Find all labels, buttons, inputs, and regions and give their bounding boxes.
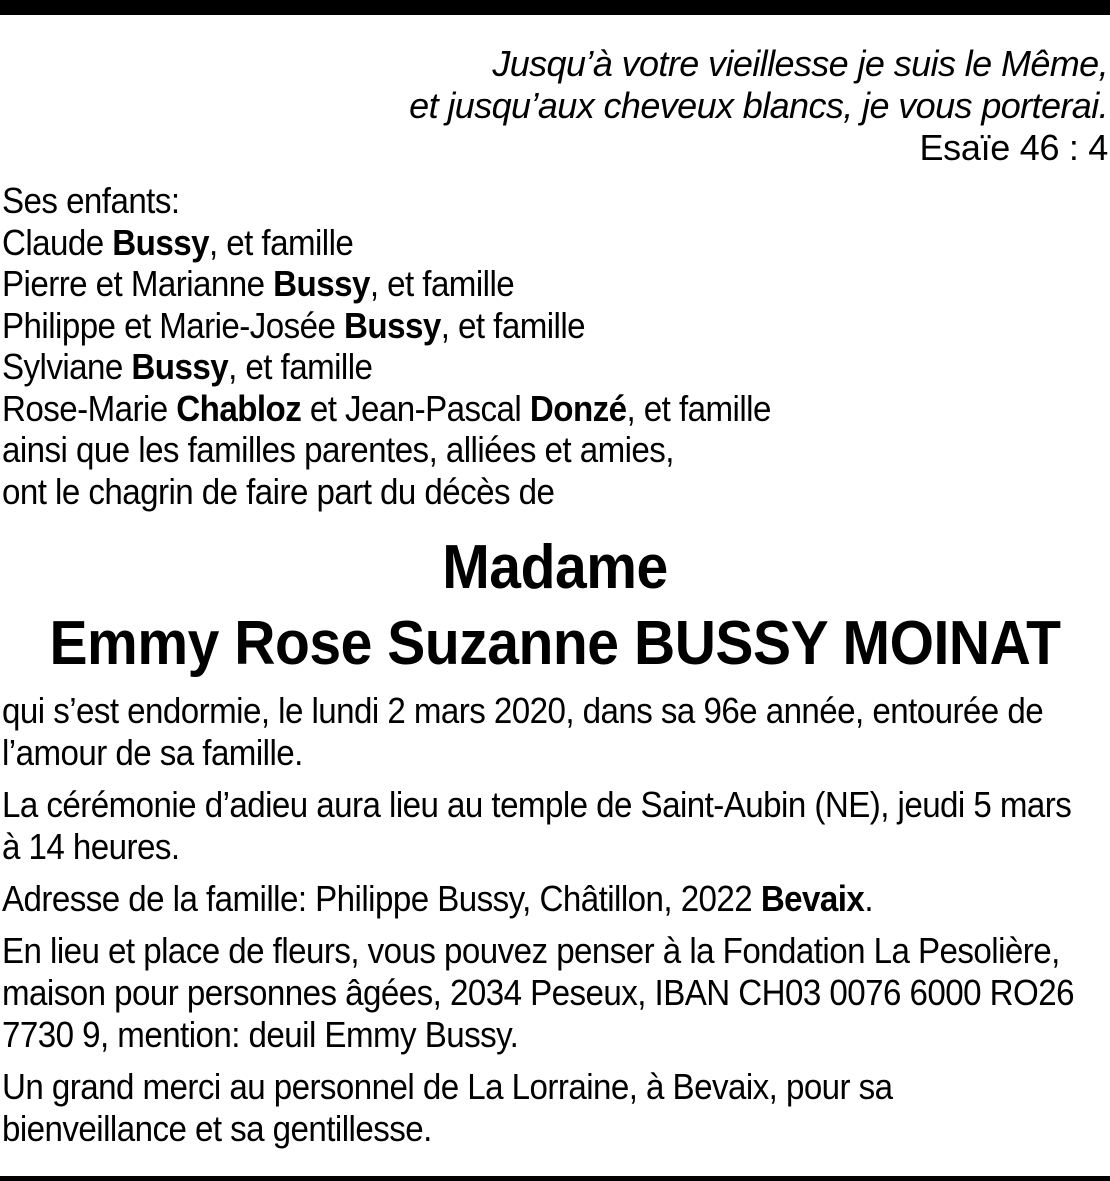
member-middle: et Jean-Pascal	[301, 387, 530, 429]
member-given: Sylviane	[2, 346, 132, 387]
member-surname: Bussy	[112, 221, 209, 263]
family-closing-2: ont le chagrin de faire part du décès de	[2, 470, 555, 512]
address-town: Bevaix	[760, 878, 865, 919]
family-member	[2, 346, 771, 388]
epigraph-reference: Esaïe 46 : 4	[919, 127, 1108, 168]
deceased-full-name: Emmy Rose Suzanne BUSSY MOINAT	[49, 609, 1061, 678]
member-suffix: , et famille	[626, 387, 771, 429]
ceremony-paragraph: La cérémonie d’adieu aura lieu au temple de Saint-Aubin (NE), jeudi 5 mars à 14 heures.	[2, 784, 1072, 867]
member-suffix: , et famille	[228, 346, 373, 387]
member-surname: Bussy	[344, 304, 441, 346]
member-surname: Bussy	[131, 346, 229, 387]
passing-paragraph: qui s’est endormie, le lundi 2 mars 2020, dans sa 96e année, entourée de l’amour de sa famille.	[2, 690, 1044, 773]
bottom-rule	[0, 1176, 1110, 1181]
member-given: Philippe et Marie-Josée	[2, 304, 345, 346]
family-member	[2, 305, 771, 347]
member-surname-2: Donzé	[529, 387, 627, 429]
family-list	[2, 180, 771, 512]
member-surname: Bussy	[273, 263, 370, 304]
member-suffix: , et famille	[369, 263, 515, 304]
deceased-title: Madame	[442, 533, 668, 602]
family-member	[2, 388, 771, 430]
thanks-paragraph: Un grand merci au personnel de La Lorraine, à Bevaix, pour sa bienveillance et sa gentillesse.	[2, 1066, 893, 1149]
announcement-details	[2, 690, 1078, 1160]
epigraph-line-1: Jusqu’à votre vieillesse je suis le Même,	[492, 43, 1108, 84]
address-text: Adresse de la famille: Philippe Bussy, Châtillon, 2022	[2, 878, 761, 919]
family-member	[2, 263, 771, 305]
deceased-name-block	[0, 530, 1110, 682]
family-heading: Ses enfants:	[2, 180, 180, 221]
top-rule	[0, 0, 1110, 15]
member-suffix: , et famille	[208, 221, 354, 263]
family-member	[2, 222, 771, 264]
family-closing-1: ainsi que les familles parentes, alliées et amies,	[2, 429, 674, 470]
member-given: Pierre et Marianne	[2, 263, 274, 304]
donation-paragraph: En lieu et place de fleurs, vous pouvez penser à la Fondation La Pesolière, maison pour personnes âgées, 2034 Peseux, IBAN CH03 0076 6000 RO26 7730 9, mention: deuil Emmy Bussy.	[2, 930, 1074, 1055]
member-surname: Chabloz	[176, 387, 302, 429]
epigraph-line-2: et jusqu’aux cheveux blancs, je vous porterai.	[409, 85, 1108, 126]
member-given: Rose-Marie	[2, 387, 177, 429]
epigraph	[409, 43, 1108, 169]
member-given: Claude	[2, 221, 113, 263]
address-paragraph	[2, 878, 1078, 920]
address-end: .	[864, 878, 873, 919]
member-suffix: , et famille	[440, 304, 586, 346]
